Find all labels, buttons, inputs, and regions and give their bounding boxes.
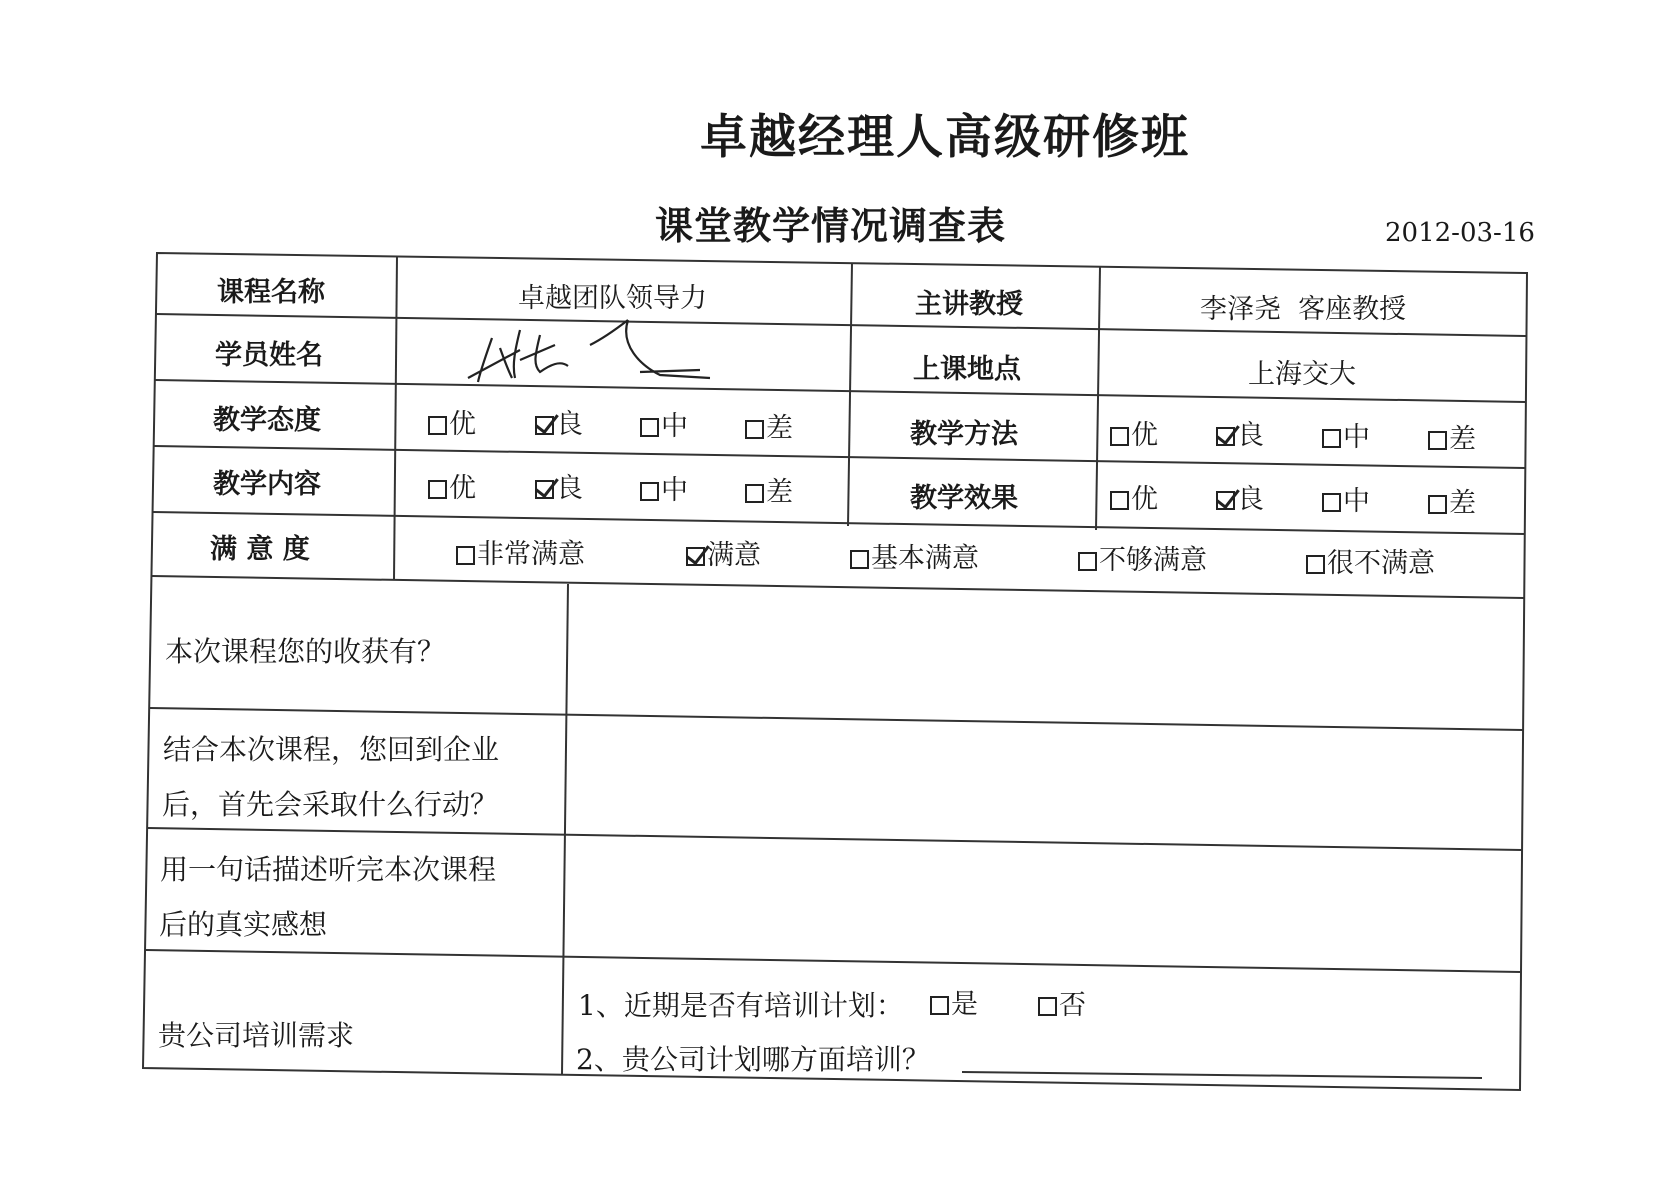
training-plan-question: 1、近期是否有培训计划：: [578, 989, 904, 1022]
attitude-option-label: 中: [661, 411, 688, 442]
question-feeling-line1: 用一句话描述听完本次课程: [160, 853, 497, 886]
teaching-content-label: 教学内容: [213, 469, 321, 500]
attitude-option-1[interactable]: [535, 402, 583, 441]
effect-option-0[interactable]: [1110, 477, 1158, 516]
teaching-effect-label: 教学效果: [910, 483, 1018, 514]
course-name-label: 课程名称: [217, 277, 325, 308]
content-option-1[interactable]: [535, 466, 583, 505]
checkbox-icon[interactable]: [1428, 431, 1447, 450]
form-date: 2012-03-16: [1385, 218, 1535, 248]
content-option-label: 中: [661, 475, 688, 506]
attitude-option-2[interactable]: [640, 404, 688, 443]
checkbox-icon[interactable]: [1322, 429, 1341, 448]
effect-option-label: 差: [1449, 488, 1476, 519]
checkbox-icon[interactable]: [640, 482, 659, 501]
attitude-option-3[interactable]: [745, 406, 793, 445]
checkbox-icon[interactable]: [535, 480, 554, 499]
effect-option-2[interactable]: [1322, 479, 1370, 518]
effect-option-3[interactable]: [1428, 481, 1476, 520]
content-option-3[interactable]: [745, 470, 793, 509]
satisfaction-option-0[interactable]: [456, 532, 585, 571]
checkbox-icon[interactable]: [428, 416, 447, 435]
method-option-label: 优: [1131, 420, 1158, 451]
page-title: 卓越经理人高级研修班: [700, 110, 1190, 165]
checkbox-icon[interactable]: [535, 416, 554, 435]
form-subtitle: 课堂教学情况调查表: [655, 204, 1007, 248]
student-name-label: 学员姓名: [215, 340, 323, 371]
attitude-option-0[interactable]: [428, 402, 476, 441]
content-option-label: 优: [449, 473, 476, 504]
satisfaction-option-label: 很不满意: [1327, 548, 1435, 579]
satisfaction-option-label: 非常满意: [477, 539, 585, 570]
method-option-1[interactable]: [1216, 413, 1264, 452]
method-option-label: 差: [1449, 424, 1476, 455]
question-actions-line2: 后，首先会采取什么行动？: [162, 788, 499, 821]
checkbox-icon[interactable]: [745, 420, 764, 439]
location-label: 上课地点: [913, 354, 1021, 385]
checkbox-icon[interactable]: [1038, 997, 1057, 1016]
question-training-needs: 贵公司培训需求: [158, 1019, 355, 1052]
lecturer-label: 主讲教授: [915, 289, 1023, 320]
satisfaction-option-2[interactable]: [850, 536, 979, 575]
checkbox-icon[interactable]: [1306, 555, 1325, 574]
checkbox-icon[interactable]: [428, 480, 447, 499]
satisfaction-option-label: 基本满意: [871, 543, 979, 574]
content-option-label: 差: [766, 477, 793, 508]
method-option-label: 中: [1343, 422, 1370, 453]
checkbox-icon[interactable]: [640, 418, 659, 437]
content-option-0[interactable]: [428, 466, 476, 505]
attitude-option-label: 差: [766, 413, 793, 444]
lecturer-value: 李泽尧 客座教授: [1200, 294, 1407, 325]
content-option-2[interactable]: [640, 468, 688, 507]
checkbox-icon[interactable]: [745, 484, 764, 503]
satisfaction-option-label: 不够满意: [1099, 545, 1207, 576]
student-signature: [468, 320, 710, 382]
question-actions-line1: 结合本次课程，您回到企业: [163, 733, 500, 766]
checkbox-icon[interactable]: [1322, 493, 1341, 512]
training-plan-option-0[interactable]: [930, 982, 978, 1021]
method-option-label: 良: [1237, 420, 1264, 451]
attitude-option-label: 良: [556, 409, 583, 440]
satisfaction-option-1[interactable]: [686, 533, 761, 572]
checkbox-icon[interactable]: [1428, 495, 1447, 514]
method-option-2[interactable]: [1322, 415, 1370, 454]
checkbox-icon[interactable]: [456, 546, 475, 565]
question-feeling-line2: 后的真实感想: [159, 908, 328, 941]
teaching-method-label: 教学方法: [910, 419, 1018, 450]
training-plan-option-1[interactable]: [1038, 983, 1086, 1022]
checkbox-icon[interactable]: [1216, 427, 1235, 446]
content-option-label: 良: [556, 473, 583, 504]
checkbox-icon[interactable]: [1110, 491, 1129, 510]
training-plan-option-label: 否: [1059, 990, 1086, 1021]
checkbox-icon[interactable]: [930, 996, 949, 1015]
location-value: 上海交大: [1248, 359, 1356, 390]
checkbox-icon[interactable]: [1110, 427, 1129, 446]
satisfaction-option-label: 满意: [707, 540, 761, 571]
method-option-0[interactable]: [1110, 413, 1158, 452]
satisfaction-label: 满 意 度: [210, 534, 310, 565]
attitude-option-label: 优: [449, 409, 476, 440]
checkbox-icon[interactable]: [1216, 491, 1235, 510]
checkbox-icon[interactable]: [1078, 552, 1097, 571]
course-name-value: 卓越团队领导力: [518, 283, 707, 314]
effect-option-label: 良: [1237, 484, 1264, 515]
effect-option-1[interactable]: [1216, 477, 1264, 516]
teaching-attitude-label: 教学态度: [213, 405, 321, 436]
effect-option-label: 中: [1343, 486, 1370, 517]
satisfaction-option-3[interactable]: [1078, 538, 1207, 577]
effect-option-label: 优: [1131, 484, 1158, 515]
method-option-3[interactable]: [1428, 417, 1476, 456]
training-area-question: 2、贵公司计划哪方面培训？: [576, 1043, 930, 1076]
satisfaction-option-4[interactable]: [1306, 541, 1435, 580]
training-plan-option-label: 是: [951, 989, 978, 1020]
question-gains: 本次课程您的收获有？: [165, 635, 446, 668]
checkbox-icon[interactable]: [850, 550, 869, 569]
checkbox-icon[interactable]: [686, 547, 705, 566]
